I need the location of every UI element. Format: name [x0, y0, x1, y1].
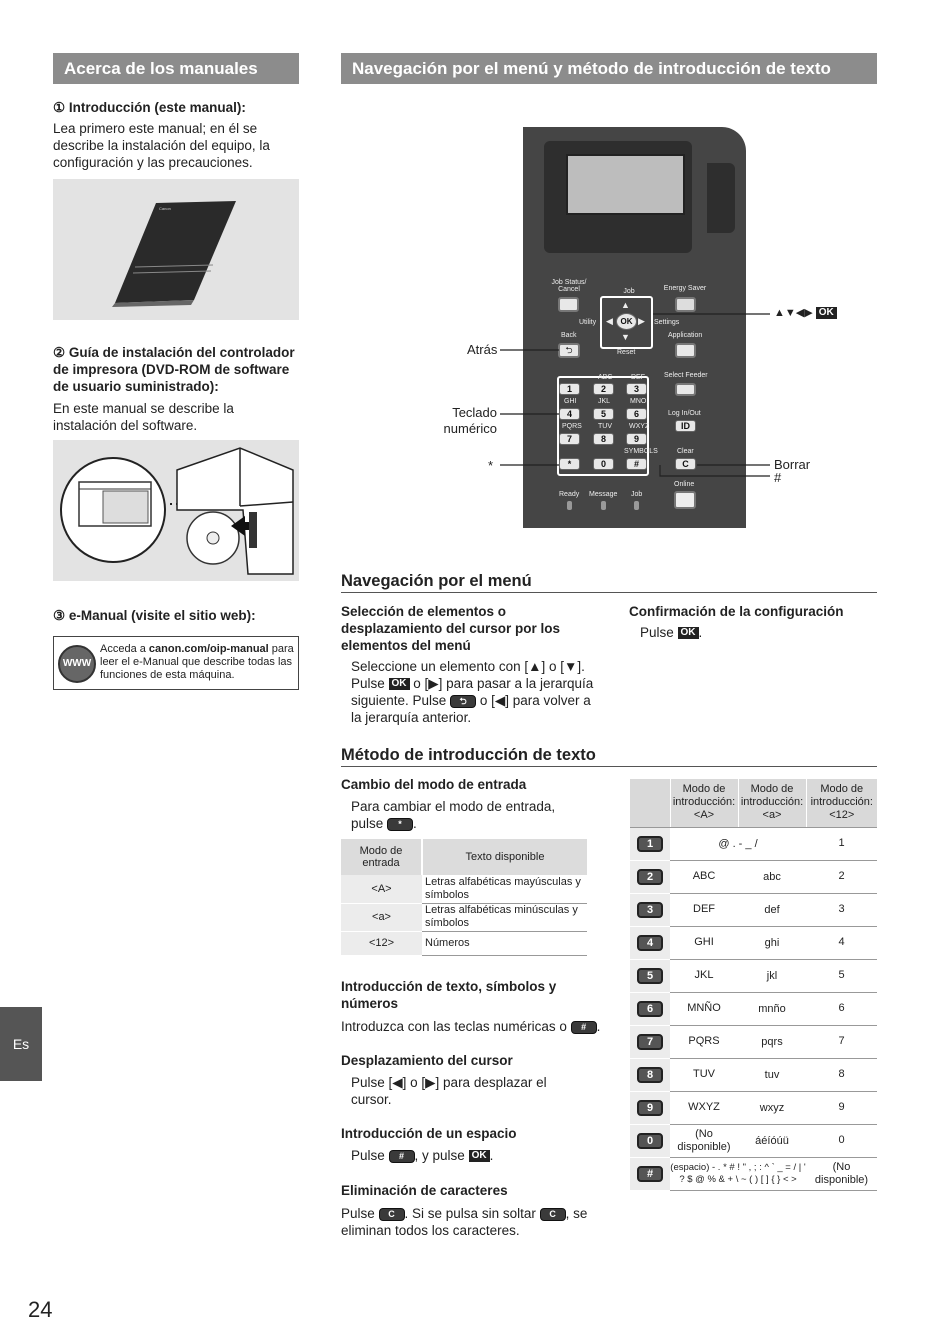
mode-title: Cambio del modo de entrada: [341, 777, 527, 792]
job-status-label: Job Status/ Cancel: [551, 279, 587, 293]
nav-conf-pulse: Pulse: [640, 625, 678, 640]
message-led: [601, 501, 606, 510]
energy-saver-label: Energy Saver: [663, 285, 707, 292]
char-key-icon: 3: [637, 902, 663, 918]
char-upper-cell: JKL: [670, 959, 738, 992]
ok-conf-badge: OK: [678, 627, 699, 639]
char-num-cell: 8: [806, 1058, 877, 1091]
right-header: Navegación por el menú y método de introducción de texto: [341, 53, 877, 84]
item2-text: En este manual se describe la instalación del software.: [53, 401, 234, 433]
key-letters-pqrs: PQRS: [562, 423, 582, 430]
key-star[interactable]: *: [559, 458, 580, 470]
star-key-icon: *: [387, 818, 413, 831]
cursor-title: Desplazamiento del cursor: [341, 1053, 513, 1068]
reset-label: Reset: [617, 349, 636, 356]
char-key-cell: [630, 827, 670, 860]
dvd-install-image: [53, 440, 299, 581]
char-lower-cell: mnño: [738, 992, 806, 1025]
mode-cell: <12>: [341, 931, 422, 955]
emanual-box: [53, 636, 299, 690]
nav-conf-title: Confirmación de la configuración: [629, 604, 844, 619]
del-a: Pulse: [341, 1206, 379, 1221]
key-hash[interactable]: #: [626, 458, 647, 470]
char-key-cell: [630, 1058, 670, 1091]
table-row: [630, 827, 877, 860]
key-2[interactable]: 2: [593, 383, 614, 395]
key-letters-wxyz: WXYZ: [629, 423, 650, 430]
nav-sel-text1: Seleccione un elemento con [▲] o [▼].: [351, 659, 585, 674]
nav-sel-text2a: Pulse: [351, 676, 389, 691]
char-lower-cell: abc: [738, 860, 806, 893]
table-row: [630, 860, 877, 893]
item1-title: ① Introducción (este manual):: [53, 100, 246, 115]
intro-title: Introducción de texto, símbolos y números: [341, 979, 557, 1011]
clear-label: Clear: [677, 448, 694, 455]
svg-text:Canon: Canon: [159, 206, 171, 211]
label-asterisk: *: [488, 458, 494, 473]
char-key-icon: 0: [637, 1133, 663, 1149]
table-row: [341, 903, 587, 931]
char-key-cell: [630, 959, 670, 992]
char-table-header: [630, 779, 877, 827]
space-c: .: [489, 1148, 494, 1163]
symbols-label: SYMBOLS: [624, 448, 658, 455]
char-key-cell: [630, 1091, 670, 1124]
key-letters-jkl: JKL: [598, 398, 611, 405]
select-feeder-label: Select Feeder: [664, 372, 708, 379]
key-letters-mno: MNO: [630, 398, 647, 405]
job-label: Job: [623, 288, 635, 295]
char-key-icon: 1: [637, 836, 663, 852]
job-status-button[interactable]: [558, 297, 579, 312]
cursor-text: Pulse [◀] o [▶] para desplazar el cursor.: [351, 1075, 547, 1107]
table-row: [630, 926, 877, 959]
char-key-cell: [630, 1124, 670, 1157]
char-upper-cell: ABC: [670, 860, 738, 893]
panel-lcd-screen: [566, 154, 685, 215]
char-lower-cell: def: [738, 893, 806, 926]
online-label: Online: [674, 481, 695, 488]
mode-text-end: .: [413, 816, 417, 831]
text-input-title: Método de introducción de texto: [341, 746, 877, 767]
char-key-cell: [630, 893, 670, 926]
mode-text-body: Para cambiar el modo de entrada, pulse: [351, 799, 556, 831]
utility-label: Utility: [579, 319, 597, 326]
application-button[interactable]: [675, 343, 696, 358]
language-tab: Es: [0, 1007, 42, 1081]
energy-saver-button[interactable]: [675, 297, 696, 312]
mode-cell: <A>: [341, 875, 422, 903]
page-number: 24: [28, 1297, 53, 1322]
table-row: [630, 959, 877, 992]
ok-space-badge: OK: [469, 1150, 490, 1162]
nav-title: Navegación por el menú: [341, 572, 877, 593]
char-num-cell: 3: [806, 893, 877, 926]
mode-table-header: [341, 839, 587, 875]
down-arrow[interactable]: ▼: [621, 332, 630, 342]
panel-side-tab: [707, 163, 735, 233]
table-row: [630, 1157, 877, 1190]
control-panel: [523, 127, 746, 528]
key-1[interactable]: 1: [559, 383, 580, 395]
job-led: [634, 501, 639, 510]
item3-title: ③ e-Manual (visite el sitio web):: [53, 608, 256, 623]
nav-conf-end: .: [698, 625, 703, 640]
table-row: [341, 931, 587, 955]
char-lower-cell: pqrs: [738, 1025, 806, 1058]
hash-key-icon: #: [571, 1021, 597, 1034]
arrows-text: ▲▼◀▶: [774, 307, 813, 319]
space-a: Pulse: [351, 1148, 389, 1163]
application-label: Application: [668, 332, 703, 339]
key-8[interactable]: 8: [593, 433, 614, 445]
right-arrow[interactable]: ▶: [638, 316, 645, 326]
char-key-icon: 9: [637, 1100, 663, 1116]
ok-inline-badge: OK: [389, 678, 410, 690]
table-row: [630, 893, 877, 926]
hash-key-icon-2: #: [389, 1150, 415, 1163]
nav-sel-text2c: o [◀] para volver a la jerarquía anterior.: [351, 693, 591, 725]
left-header: Acerca de los manuales: [53, 53, 299, 84]
table-row: [630, 1091, 877, 1124]
char-key-cell: [630, 992, 670, 1025]
delete-text: [341, 1205, 591, 1239]
intro-text-end: .: [596, 1019, 601, 1034]
clear-button[interactable]: C: [675, 458, 696, 470]
char-table-h1: Modo de introducción: <A>: [670, 779, 738, 827]
char-key-icon: 2: [637, 869, 663, 885]
char-table-h2: Modo de introducción: <a>: [738, 779, 806, 827]
mode-cell: <a>: [341, 903, 422, 931]
char-num-cell: 0: [806, 1124, 877, 1157]
label-hash: #: [774, 470, 782, 485]
ready-label: Ready: [559, 491, 580, 498]
clear-key-icon-2: C: [540, 1208, 566, 1221]
mode-desc: Números: [422, 931, 587, 955]
char-lower-cell: áéíóúü: [738, 1124, 806, 1157]
key-3[interactable]: 3: [626, 383, 647, 395]
key-letters-tuv: TUV: [598, 423, 612, 430]
online-button[interactable]: [674, 491, 696, 509]
char-num-cell: 5: [806, 959, 877, 992]
char-key-icon: 8: [637, 1067, 663, 1083]
item1-text: Lea primero este manual; en él se describe la instalación del equipo, la configuración y las precauciones.: [53, 121, 270, 170]
char-key-icon: #: [637, 1166, 663, 1182]
space-title: Introducción de un espacio: [341, 1126, 517, 1141]
message-label: Message: [589, 491, 618, 498]
item2-title: ② Guía de instalación del controlador de impresora (DVD-ROM de software de usuario suministrado):: [53, 345, 295, 394]
char-upper-cell: MNÑO: [670, 992, 738, 1025]
table-row: [630, 1058, 877, 1091]
char-table-body: [630, 827, 877, 1190]
key-letters-def: DEF: [631, 374, 645, 381]
mode-text: [351, 798, 591, 832]
table-row: [630, 1124, 877, 1157]
key-letters-abc: ABC: [598, 374, 613, 381]
intro-text-body: Introduzca con las teclas numéricas o: [341, 1019, 571, 1034]
char-key-cell: [630, 926, 670, 959]
key-6[interactable]: 6: [626, 408, 647, 420]
char-upper-cell: WXYZ: [670, 1091, 738, 1124]
key-9[interactable]: 9: [626, 433, 647, 445]
select-feeder-button[interactable]: [675, 383, 696, 396]
mode-table: [341, 839, 587, 956]
char-upper-cell: PQRS: [670, 1025, 738, 1058]
char-key-cell: [630, 1025, 670, 1058]
space-b: , y pulse: [414, 1148, 469, 1163]
char-upper-cell: (No disponible): [670, 1124, 738, 1157]
emanual-prefix: Acceda a: [100, 643, 149, 655]
mode-desc: Letras alfabéticas minúsculas y símbolos: [422, 903, 587, 931]
www-icon: WWW: [58, 645, 96, 683]
char-upper-cell: @ . - _ /: [670, 827, 806, 860]
char-upper-cell: DEF: [670, 893, 738, 926]
char-table-keycol: [630, 779, 670, 827]
ready-led: [567, 501, 572, 510]
manual-book-image: [53, 179, 299, 320]
char-key-icon: 5: [637, 968, 663, 984]
emanual-text: [100, 643, 296, 682]
nav-sel-title: Selección de elementos o desplazamiento del cursor por los elementos del menú: [341, 604, 561, 653]
char-table: [630, 779, 877, 1191]
label-arrows: [774, 306, 837, 319]
back-button[interactable]: ⮌: [558, 343, 580, 358]
label-borrar: Borrar: [774, 457, 811, 472]
back-key-icon: ⮌: [450, 695, 476, 708]
table-row: [630, 1025, 877, 1058]
char-key-icon: 4: [637, 935, 663, 951]
del-b: . Si se pulsa sin soltar: [404, 1206, 540, 1221]
char-lower-cell: tuv: [738, 1058, 806, 1091]
char-key-cell: [630, 860, 670, 893]
char-upper-cell: GHI: [670, 926, 738, 959]
dvd-illustration: [53, 440, 299, 581]
char-num-cell: 1: [806, 827, 877, 860]
emanual-suffix: para leer el e-Manual que describe todas las funciones de esta máquina.: [100, 643, 294, 681]
ok-button[interactable]: OK: [616, 313, 637, 330]
nav-conf-text: [640, 624, 702, 641]
mode-table-h2: Texto disponible: [422, 839, 587, 875]
char-num-cell: (No disponible): [806, 1157, 877, 1190]
key-4[interactable]: 4: [559, 408, 580, 420]
settings-label: Settings: [654, 319, 680, 326]
space-text: [351, 1147, 591, 1164]
del-c: , se eliminan todos los caracteres.: [341, 1206, 588, 1238]
id-button[interactable]: ID: [675, 420, 696, 432]
back-label: Back: [561, 332, 577, 339]
manual-illustration: [53, 179, 299, 320]
key-letters-ghi: GHI: [564, 398, 577, 405]
job2-label: Job: [631, 491, 643, 498]
char-key-icon: 7: [637, 1034, 663, 1050]
nav-sel-text2b: o [▶] para pasar a la jerarquía siguiente. Pulse: [351, 676, 594, 708]
nav-sel-text: [351, 658, 596, 726]
emanual-url[interactable]: canon.com/oip-manual: [148, 643, 269, 655]
char-upper-cell: TUV: [670, 1058, 738, 1091]
char-table-h3: Modo de introducción: <12>: [806, 779, 877, 827]
table-row: [630, 992, 877, 1025]
char-key-icon: 6: [637, 1001, 663, 1017]
char-num-cell: 7: [806, 1025, 877, 1058]
clear-key-icon: C: [379, 1208, 405, 1221]
char-num-cell: 4: [806, 926, 877, 959]
delete-title: Eliminación de caracteres: [341, 1183, 508, 1198]
char-lower-cell: ghi: [738, 926, 806, 959]
mode-desc: Letras alfabéticas mayúsculas y símbolos: [422, 875, 587, 903]
char-lower-cell: wxyz: [738, 1091, 806, 1124]
intro-text: [341, 1018, 601, 1035]
left-arrow[interactable]: ◀: [606, 316, 613, 326]
key-7[interactable]: 7: [559, 433, 580, 445]
label-atras: Atrás: [467, 342, 498, 357]
char-upper-cell: (espacio) - . * # ! " , ; : ^ ` _ = / | ' ? $ @ % & + \ ~ ( ) [ ] { } < >: [670, 1157, 806, 1190]
char-num-cell: 2: [806, 860, 877, 893]
login-label: Log In/Out: [668, 410, 701, 417]
mode-table-h1: Modo de entrada: [341, 839, 422, 875]
char-lower-cell: jkl: [738, 959, 806, 992]
char-key-cell: [630, 1157, 670, 1190]
key-0[interactable]: 0: [593, 458, 614, 470]
key-5[interactable]: 5: [593, 408, 614, 420]
ok-badge: OK: [816, 307, 837, 319]
char-num-cell: 9: [806, 1091, 877, 1124]
label-teclado: Teclado numérico: [443, 405, 497, 436]
char-num-cell: 6: [806, 992, 877, 1025]
up-arrow[interactable]: ▲: [621, 300, 630, 310]
table-row: [341, 875, 587, 903]
